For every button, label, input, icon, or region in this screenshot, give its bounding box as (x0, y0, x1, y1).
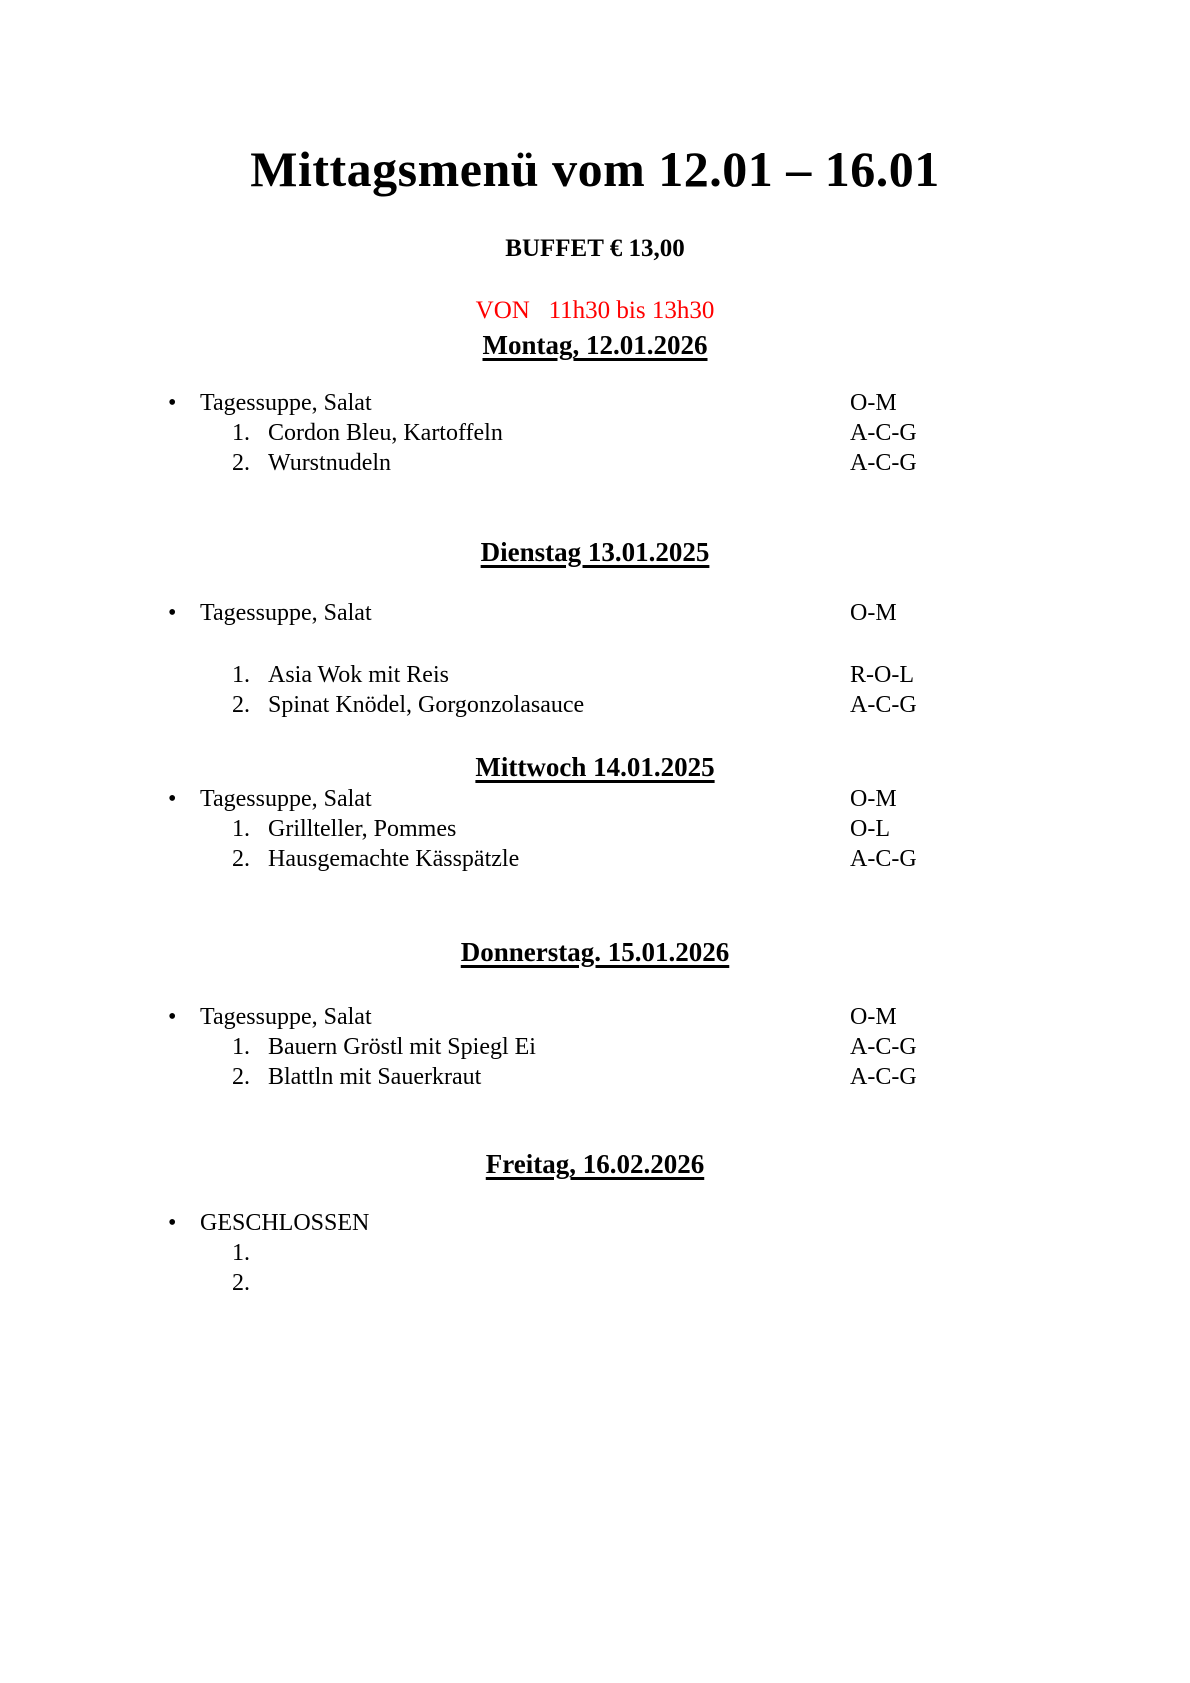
dish-label: Cordon Bleu, Kartoffeln (268, 420, 503, 446)
dish-label: Tagessuppe, Salat (200, 600, 372, 626)
number-marker: 1. (232, 420, 250, 446)
number-marker: 2. (232, 1064, 250, 1090)
menu-row (150, 784, 1040, 814)
opening-hours-line: VON 11h30 bis 13h30 (475, 297, 715, 324)
page-title: Mittagsmenü vom 12.01 – 16.01 (250, 141, 940, 197)
menu-row (150, 660, 1040, 690)
day-section-montag (150, 328, 1040, 478)
number-marker: 2. (232, 846, 250, 872)
menu-content (0, 140, 1190, 1298)
allergen-code: A-C-G (850, 450, 917, 476)
day-rows (150, 1208, 1040, 1298)
menu-row (150, 1208, 1040, 1238)
allergen-code: O-L (850, 816, 890, 842)
day-heading: Montag, 12.01.2026 (482, 330, 708, 360)
dish-label: Tagessuppe, Salat (200, 390, 372, 416)
day-heading: Freitag, 16.02.2026 (485, 1149, 705, 1179)
dish-label: Tagessuppe, Salat (200, 1004, 372, 1030)
allergen-code: O-M (850, 600, 897, 626)
number-marker: 1. (232, 1240, 250, 1266)
number-marker: 2. (232, 1270, 250, 1296)
day-section-mittwoch (150, 750, 1040, 874)
dish-label: GESCHLOSSEN (200, 1210, 370, 1236)
day-heading: Donnerstag. 15.01.2026 (460, 937, 730, 967)
bullet-marker: • (168, 600, 177, 626)
number-marker: 2. (232, 450, 250, 476)
allergen-code: A-C-G (850, 420, 917, 446)
number-marker: 1. (232, 662, 250, 688)
bullet-marker: • (168, 390, 177, 416)
dish-label: Hausgemachte Kässpätzle (268, 846, 520, 872)
menu-row (150, 1268, 1040, 1298)
day-rows (150, 784, 1040, 874)
menu-row (150, 598, 1040, 628)
menu-row (150, 418, 1040, 448)
bullet-marker: • (168, 786, 177, 812)
number-marker: 1. (232, 816, 250, 842)
menu-row (150, 1032, 1040, 1062)
dish-label: Spinat Knödel, Gorgonzolasauce (268, 692, 585, 718)
number-marker: 1. (232, 1034, 250, 1060)
allergen-code: A-C-G (850, 846, 917, 872)
day-heading: Dienstag 13.01.2025 (480, 537, 710, 567)
dish-label: Wurstnudeln (268, 450, 392, 476)
menu-row (150, 1062, 1040, 1092)
menu-row (150, 844, 1040, 874)
allergen-code: O-M (850, 786, 897, 812)
dish-label: Tagessuppe, Salat (200, 786, 372, 812)
menu-row (150, 1002, 1040, 1032)
bullet-marker: • (168, 1004, 177, 1030)
menu-row (150, 1238, 1040, 1268)
dish-label: Grillteller, Pommes (268, 816, 457, 842)
dish-label: Bauern Gröstl mit Spiegl Ei (268, 1034, 536, 1060)
number-marker: 2. (232, 692, 250, 718)
day-section-donnerstag (150, 935, 1040, 1092)
allergen-code: A-C-G (850, 692, 917, 718)
dish-label: Asia Wok mit Reis (268, 662, 449, 688)
buffet-price-line: BUFFET € 13,00 (505, 235, 685, 262)
allergen-code: A-C-G (850, 1034, 917, 1060)
allergen-code: A-C-G (850, 1064, 917, 1090)
bullet-marker: • (168, 1210, 177, 1236)
day-heading: Mittwoch 14.01.2025 (475, 752, 715, 782)
menu-row (150, 388, 1040, 418)
menu-row (150, 814, 1040, 844)
menu-row (150, 690, 1040, 720)
day-rows (150, 388, 1040, 478)
day-section-dienstag (150, 535, 1040, 720)
allergen-code: O-M (850, 1004, 897, 1030)
day-section-freitag (150, 1147, 1040, 1298)
day-rows (150, 1002, 1040, 1092)
allergen-code: R-O-L (850, 662, 914, 688)
dish-label: Blattln mit Sauerkraut (268, 1064, 482, 1090)
allergen-code: O-M (850, 390, 897, 416)
day-rows (150, 598, 1040, 720)
menu-row (150, 448, 1040, 478)
